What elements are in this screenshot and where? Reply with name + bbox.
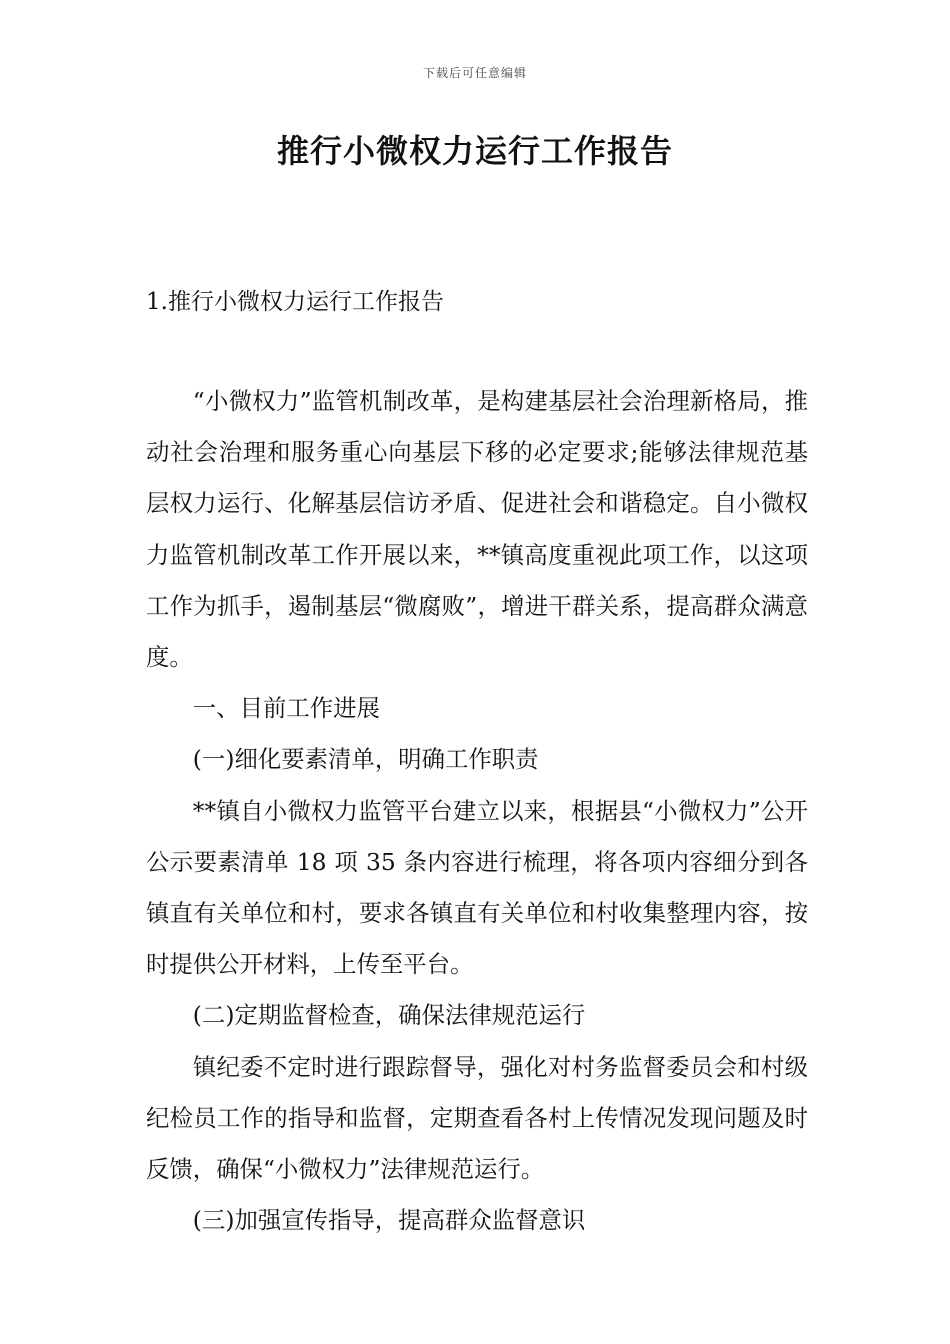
paragraph-subheading-2: (二)定期监督检查，确保法律规范运行 bbox=[192, 1001, 586, 1030]
paragraph-heading-progress: 一、目前工作进展 bbox=[192, 694, 380, 723]
paragraph-subheading-3: (三)加强宣传指导，提高群众监督意识 bbox=[192, 1206, 586, 1235]
header-note: 下载后可任意编辑 bbox=[422, 66, 527, 80]
paragraph-intro: “小微权力”监管机制改革，是构建基层社会治理新格局，推动社会治理和服务重心向基层下移的必定要求;能够法律规范基层权力运行、化解基层信访矛盾、促进社会和谐稳定。自小微权力监管机制改革工作开展以来，**镇高度重视此项工作，以这项工作为抓手，遏制基层“微腐败”，增进干群关系，提高群众满意度。 bbox=[146, 387, 808, 672]
paragraph-body-2: 镇纪委不定时进行跟踪督导，强化对村务监督委员会和村级纪检员工作的指导和监督，定期查看各村上传情况发现问题及时反馈，确保“小微权力”法律规范运行。 bbox=[146, 1052, 808, 1184]
body-text bbox=[146, 376, 808, 1246]
section-heading: 1.推行小微权力运行工作报告 bbox=[146, 289, 444, 315]
paragraph-body-1: **镇自小微权力监管平台建立以来，根据县“小微权力”公开公示要素清单 18 项 35 条内容进行梳理，将各项内容细分到各镇直有关单位和村，要求各镇直有关单位和村收集整理内容，按时提供公开材料，上传至平台。 bbox=[146, 796, 808, 979]
document-title: 推行小微权力运行工作报告 bbox=[276, 132, 673, 170]
paragraph-subheading-1: (一)细化要素清单，明确工作职责 bbox=[192, 745, 539, 774]
